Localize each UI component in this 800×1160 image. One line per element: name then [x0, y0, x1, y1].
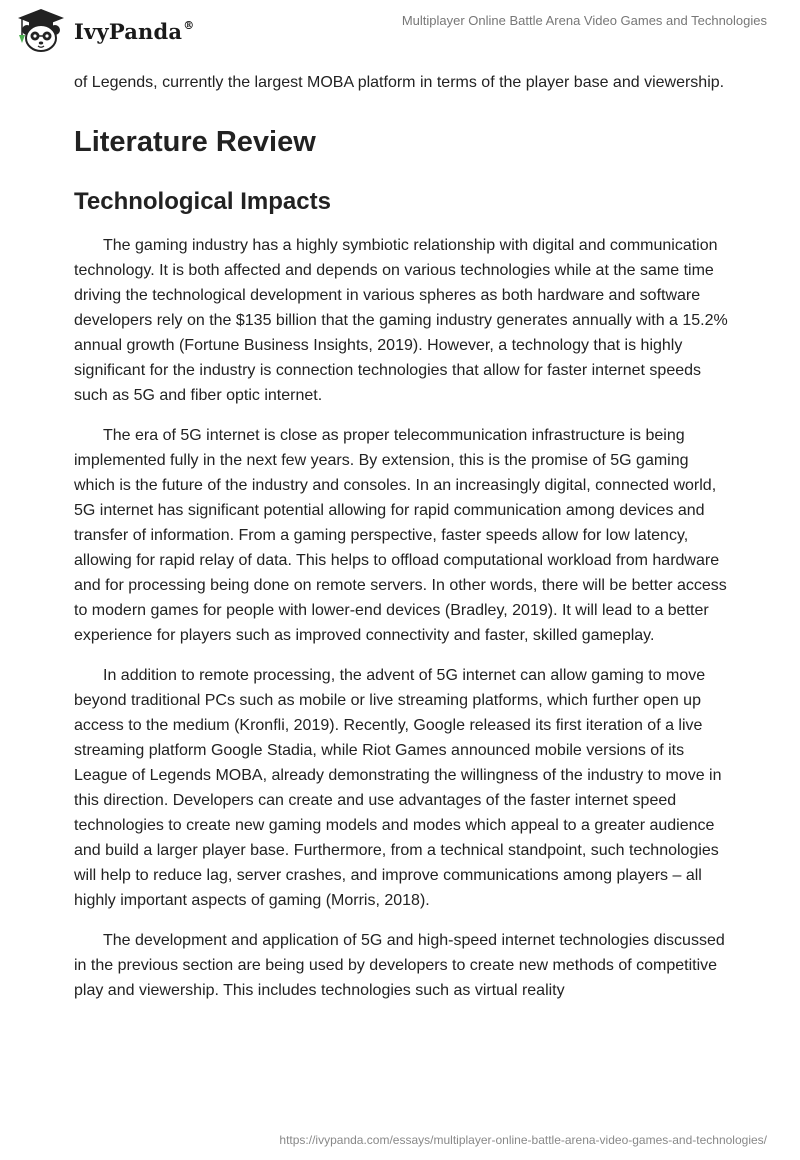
- page-header: [0, 0, 800, 64]
- paragraph: The era of 5G internet is close as proper telecommunication infrastructure is being implemented fully in the next few years. By extension, this is the promise of 5G gaming which is the future of the industry and consoles. In an increasingly digital, connected world, 5G internet has significant potential allowing for rapid communication among devices and transfer of information. From a gaming perspective, faster speeds allow for low latency, allowing for rapid relay of data. This helps to offload computational workload from hardware and for processing being done on remote servers. In other words, there will be better access to modern games for people with lower-end devices (Bradley, 2019). It will lead to a better experience for players such as improved connectivity and faster, skilled gameplay.: [74, 427, 727, 644]
- paragraph: The gaming industry has a highly symbiotic relationship with digital and communication technology. It is both affected and depends on various technologies while at the same time driving the technological development in various spheres as both hardware and software developers rely on the $135 billion that the gaming industry generates annually with a 15.2% annual growth (Fortune Business Insights, 2019). However, a technology that is highly significant for the industry is connection technologies that allow for faster internet speeds such as 5G and fiber optic internet.: [74, 237, 728, 404]
- subsection-heading: Technological Impacts: [74, 188, 331, 215]
- section-heading: Literature Review: [74, 126, 316, 158]
- paragraph: The development and application of 5G and high-speed internet technologies discussed in the previous section are being used by developers to create new methods of competitive play and viewership. This includes technologies such as virtual reality: [74, 932, 725, 999]
- article-body: [74, 70, 730, 1018]
- paragraph: In addition to remote processing, the advent of 5G internet can allow gaming to move beyond traditional PCs such as mobile or live streaming platforms, which further open up access to the medium (Kronfli, 2019). Recently, Google released its first iteration of a live streaming platform Google Stadia, while Riot Games announced mobile versions of its League of Legends MOBA, already demonstrating the willingness of the industry to move in this direction. Developers can create and use advantages of the faster internet speed technologies to create new gaming models and modes which appeal to a greater audience and build a larger player base. Furthermore, from a technical standpoint, such technologies will help to reduce lag, server crashes, and improve communications among players – all highly important aspects of gaming (Morris, 2018).: [74, 667, 722, 909]
- intro-continuation-paragraph: of Legends, currently the largest MOBA platform in terms of the player base and viewership.: [74, 74, 725, 91]
- panda-graduate-icon: [14, 8, 68, 54]
- document-title: Multiplayer Online Battle Arena Video Games and Technologies: [401, 13, 767, 28]
- source-url[interactable]: https://ivypanda.com/essays/multiplayer-online-battle-arena-video-games-and-technologies/: [279, 1133, 767, 1147]
- brand-logo[interactable]: [14, 8, 194, 54]
- brand-name: IvyPanda®: [74, 18, 195, 44]
